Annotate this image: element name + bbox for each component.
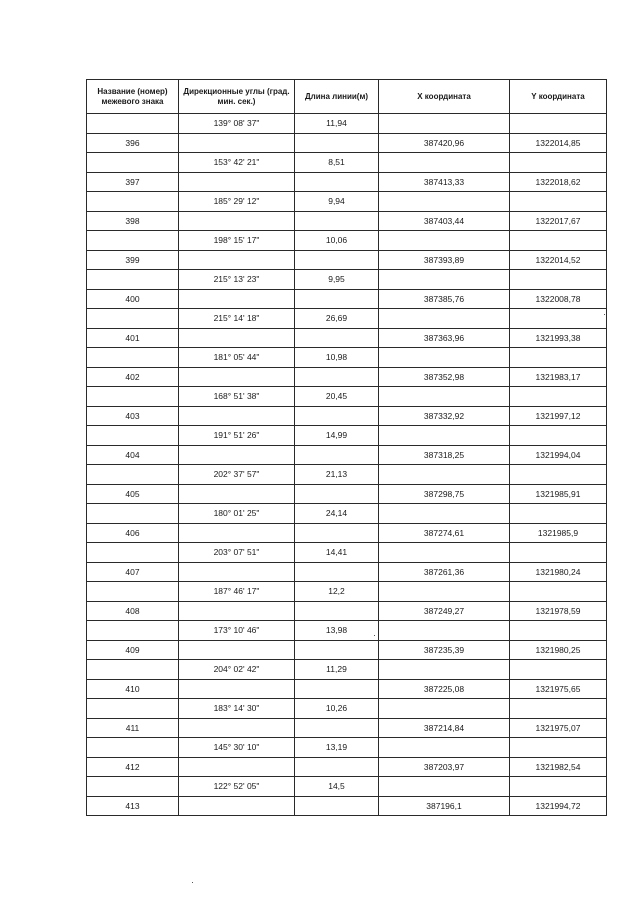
cell-x <box>379 582 510 602</box>
cell-x: 387352,98 <box>379 367 510 387</box>
cell-length <box>295 172 379 192</box>
cell-x: 387413,33 <box>379 172 510 192</box>
cell-length <box>295 523 379 543</box>
header-length: Длина линии(м) <box>295 80 379 114</box>
cell-length <box>295 406 379 426</box>
cell-x: 387261,36 <box>379 562 510 582</box>
table-row <box>87 426 607 446</box>
table-row <box>87 660 607 680</box>
cell-y <box>510 426 607 446</box>
table-row <box>87 231 607 251</box>
table-row <box>87 153 607 173</box>
cell-length: 20,45 <box>295 387 379 407</box>
cell-angle <box>179 406 295 426</box>
cell-name <box>87 660 179 680</box>
cell-x <box>379 192 510 212</box>
table-row <box>87 133 607 153</box>
cell-x: 387203,97 <box>379 757 510 777</box>
cell-x: 387249,27 <box>379 601 510 621</box>
cell-angle: 191° 51' 26" <box>179 426 295 446</box>
cell-name <box>87 777 179 797</box>
cell-y <box>510 309 607 329</box>
cell-y <box>510 387 607 407</box>
cell-name <box>87 309 179 329</box>
cell-length: 21,13 <box>295 465 379 485</box>
cell-length: 14,41 <box>295 543 379 563</box>
cell-angle <box>179 796 295 816</box>
cell-y: 1321994,04 <box>510 445 607 465</box>
cell-y <box>510 699 607 719</box>
cell-y <box>510 582 607 602</box>
cell-length <box>295 718 379 738</box>
cell-angle: 168° 51' 38" <box>179 387 295 407</box>
cell-name: 398 <box>87 211 179 231</box>
cell-x <box>379 231 510 251</box>
cell-y <box>510 504 607 524</box>
cell-angle <box>179 562 295 582</box>
cell-x: 387332,92 <box>379 406 510 426</box>
cell-angle <box>179 289 295 309</box>
cell-angle: 122° 52' 05" <box>179 777 295 797</box>
cell-length: 14,99 <box>295 426 379 446</box>
cell-name: 406 <box>87 523 179 543</box>
cell-y: 1322017,67 <box>510 211 607 231</box>
cell-length: 9,94 <box>295 192 379 212</box>
cell-y: 1321985,91 <box>510 484 607 504</box>
cell-name <box>87 231 179 251</box>
cell-angle <box>179 250 295 270</box>
cell-name <box>87 699 179 719</box>
cell-x: 387214,84 <box>379 718 510 738</box>
cell-angle <box>179 484 295 504</box>
table-row <box>87 718 607 738</box>
cell-angle <box>179 211 295 231</box>
cell-name <box>87 504 179 524</box>
cell-y: 1321983,17 <box>510 367 607 387</box>
table-row <box>87 504 607 524</box>
cell-name <box>87 543 179 563</box>
cell-length <box>295 757 379 777</box>
cell-y <box>510 777 607 797</box>
cell-y: 1321994,72 <box>510 796 607 816</box>
cell-name <box>87 621 179 641</box>
coordinates-table <box>86 79 607 816</box>
table-row <box>87 289 607 309</box>
cell-y <box>510 270 607 290</box>
table-row <box>87 192 607 212</box>
cell-y: 1321985,9 <box>510 523 607 543</box>
cell-length: 10,06 <box>295 231 379 251</box>
cell-name: 404 <box>87 445 179 465</box>
cell-length: 11,29 <box>295 660 379 680</box>
cell-name: 408 <box>87 601 179 621</box>
header-name: Название (номер) межевого знака <box>87 80 179 114</box>
cell-length: 10,98 <box>295 348 379 368</box>
cell-name: 397 <box>87 172 179 192</box>
table-row <box>87 699 607 719</box>
cell-length <box>295 445 379 465</box>
cell-x <box>379 504 510 524</box>
cell-y <box>510 153 607 173</box>
cell-name: 400 <box>87 289 179 309</box>
cell-angle: 203° 07' 51" <box>179 543 295 563</box>
cell-name <box>87 465 179 485</box>
header-x: X координата <box>379 80 510 114</box>
cell-angle <box>179 445 295 465</box>
cell-length: 11,94 <box>295 114 379 134</box>
table-row <box>87 250 607 270</box>
cell-x <box>379 543 510 563</box>
cell-x: 387196,1 <box>379 796 510 816</box>
table-row <box>87 465 607 485</box>
cell-x: 387393,89 <box>379 250 510 270</box>
cell-length <box>295 484 379 504</box>
cell-y: 1321980,25 <box>510 640 607 660</box>
cell-x <box>379 426 510 446</box>
cell-name: 396 <box>87 133 179 153</box>
scan-speck <box>192 882 193 883</box>
table-row <box>87 562 607 582</box>
cell-x <box>379 621 510 641</box>
cell-x: 387403,44 <box>379 211 510 231</box>
cell-length: 8,51 <box>295 153 379 173</box>
cell-y: 1321975,65 <box>510 679 607 699</box>
table-row <box>87 406 607 426</box>
cell-name <box>87 270 179 290</box>
cell-y: 1321993,38 <box>510 328 607 348</box>
cell-name: 411 <box>87 718 179 738</box>
cell-name: 413 <box>87 796 179 816</box>
cell-y <box>510 660 607 680</box>
table-header-row <box>87 80 607 114</box>
cell-y: 1321980,24 <box>510 562 607 582</box>
cell-length <box>295 289 379 309</box>
cell-x <box>379 777 510 797</box>
header-y: Y координата <box>510 80 607 114</box>
cell-length: 24,14 <box>295 504 379 524</box>
table-row <box>87 484 607 504</box>
cell-angle: 181° 05' 44" <box>179 348 295 368</box>
cell-length <box>295 328 379 348</box>
table-row <box>87 367 607 387</box>
cell-length: 14,5 <box>295 777 379 797</box>
cell-name <box>87 426 179 446</box>
cell-length: 9,95 <box>295 270 379 290</box>
cell-angle <box>179 679 295 699</box>
cell-name: 401 <box>87 328 179 348</box>
cell-length <box>295 679 379 699</box>
cell-x <box>379 660 510 680</box>
cell-length <box>295 640 379 660</box>
cell-x: 387274,61 <box>379 523 510 543</box>
cell-length <box>295 601 379 621</box>
cell-angle <box>179 601 295 621</box>
cell-y <box>510 465 607 485</box>
cell-name: 402 <box>87 367 179 387</box>
cell-length <box>295 133 379 153</box>
cell-x <box>379 153 510 173</box>
cell-angle: 185° 29' 12" <box>179 192 295 212</box>
table-row <box>87 523 607 543</box>
cell-x <box>379 270 510 290</box>
cell-angle: 187° 46' 17" <box>179 582 295 602</box>
cell-length: 12,2 <box>295 582 379 602</box>
cell-y <box>510 543 607 563</box>
cell-angle: 198° 15' 17" <box>179 231 295 251</box>
cell-name: 399 <box>87 250 179 270</box>
cell-y <box>510 192 607 212</box>
cell-x: 387225,08 <box>379 679 510 699</box>
cell-angle: 173° 10' 46" <box>179 621 295 641</box>
cell-angle <box>179 172 295 192</box>
cell-angle: 202° 37' 57" <box>179 465 295 485</box>
cell-length <box>295 250 379 270</box>
cell-name: 403 <box>87 406 179 426</box>
table-row <box>87 270 607 290</box>
cell-angle <box>179 523 295 543</box>
table-row <box>87 348 607 368</box>
cell-angle: 215° 13' 23" <box>179 270 295 290</box>
table-row <box>87 757 607 777</box>
cell-angle: 145° 30' 10" <box>179 738 295 758</box>
cell-name <box>87 348 179 368</box>
cell-angle: 153° 42' 21" <box>179 153 295 173</box>
table-row <box>87 211 607 231</box>
cell-length <box>295 367 379 387</box>
cell-x: 387420,96 <box>379 133 510 153</box>
cell-y: 1322008,78 <box>510 289 607 309</box>
cell-x: 387298,75 <box>379 484 510 504</box>
cell-angle: 204° 02' 42" <box>179 660 295 680</box>
cell-length <box>295 211 379 231</box>
table-row <box>87 679 607 699</box>
table-row <box>87 582 607 602</box>
cell-x: 387363,96 <box>379 328 510 348</box>
cell-name: 410 <box>87 679 179 699</box>
table-row <box>87 601 607 621</box>
table-row <box>87 445 607 465</box>
cell-x: 387385,76 <box>379 289 510 309</box>
cell-name <box>87 192 179 212</box>
cell-y: 1322014,85 <box>510 133 607 153</box>
cell-x <box>379 387 510 407</box>
cell-x <box>379 465 510 485</box>
cell-y <box>510 621 607 641</box>
table-row <box>87 328 607 348</box>
cell-length: 26,69 <box>295 309 379 329</box>
cell-name <box>87 582 179 602</box>
table-row <box>87 543 607 563</box>
cell-y: 1322018,62 <box>510 172 607 192</box>
cell-name <box>87 153 179 173</box>
cell-y <box>510 114 607 134</box>
cell-angle <box>179 757 295 777</box>
cell-name: 405 <box>87 484 179 504</box>
cell-y: 1322014,52 <box>510 250 607 270</box>
table-row <box>87 640 607 660</box>
cell-length <box>295 562 379 582</box>
cell-x <box>379 348 510 368</box>
cell-angle <box>179 718 295 738</box>
cell-y: 1321982,54 <box>510 757 607 777</box>
cell-length: 10,26 <box>295 699 379 719</box>
cell-angle <box>179 328 295 348</box>
cell-y <box>510 348 607 368</box>
cell-y <box>510 231 607 251</box>
table-row <box>87 777 607 797</box>
cell-angle: 139° 08' 37" <box>179 114 295 134</box>
cell-length <box>295 796 379 816</box>
cell-angle <box>179 133 295 153</box>
header-angle: Дирекционные углы (град. мин. сек.) <box>179 80 295 114</box>
cell-name <box>87 387 179 407</box>
cell-x: 387235,39 <box>379 640 510 660</box>
cell-y: 1321997,12 <box>510 406 607 426</box>
table-row <box>87 387 607 407</box>
table-row <box>87 114 607 134</box>
cell-name: 412 <box>87 757 179 777</box>
cell-x: 387318,25 <box>379 445 510 465</box>
cell-x <box>379 309 510 329</box>
cell-name <box>87 114 179 134</box>
table-row <box>87 621 607 641</box>
cell-angle <box>179 367 295 387</box>
cell-name <box>87 738 179 758</box>
cell-x <box>379 738 510 758</box>
cell-name: 409 <box>87 640 179 660</box>
cell-angle: 215° 14' 18" <box>179 309 295 329</box>
cell-angle: 180° 01' 25" <box>179 504 295 524</box>
cell-length: 13,19 <box>295 738 379 758</box>
table-row <box>87 309 607 329</box>
table-row <box>87 738 607 758</box>
cell-x <box>379 699 510 719</box>
table-row <box>87 172 607 192</box>
cell-name: 407 <box>87 562 179 582</box>
table-row <box>87 796 607 816</box>
cell-y: 1321975,07 <box>510 718 607 738</box>
cell-length: 13,98 <box>295 621 379 641</box>
cell-angle <box>179 640 295 660</box>
cell-angle: 183° 14' 30" <box>179 699 295 719</box>
cell-y <box>510 738 607 758</box>
cell-y: 1321978,59 <box>510 601 607 621</box>
cell-x <box>379 114 510 134</box>
